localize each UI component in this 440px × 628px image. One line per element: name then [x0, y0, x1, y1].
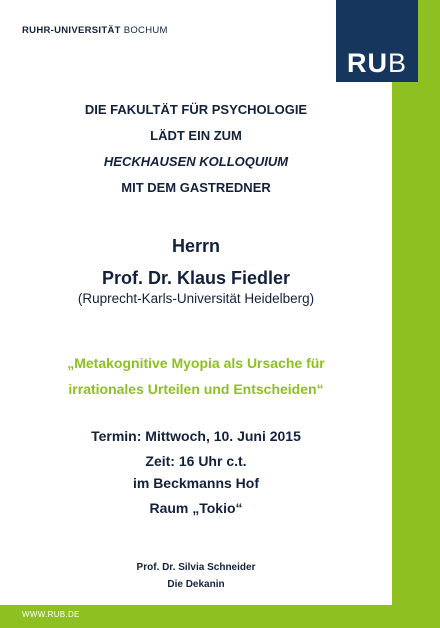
talk-title: [0, 350, 392, 402]
talk-title-line-1: „Metakognitive Myopia als Ursache für: [67, 355, 325, 371]
invitation-line-4: MIT DEM GASTREDNER: [121, 180, 271, 195]
invitation-line-2: LÄDT EIN ZUM: [150, 128, 242, 143]
invitation-line-1: DIE FAKULTÄT FÜR PSYCHOLOGIE: [84, 102, 308, 117]
signature-block: [0, 559, 392, 593]
event-time: Zeit: 16 Uhr c.t.: [145, 453, 247, 469]
university-name-bold: RUHR-UNIVERSITÄT: [22, 25, 121, 36]
event-room: Raum „Tokio“: [149, 500, 243, 516]
signature-name: Prof. Dr. Silvia Schneider: [136, 562, 256, 573]
rub-logo-bold: RU: [346, 48, 388, 78]
event-date: Termin: Mittwoch, 10. Juni 2015: [91, 428, 301, 444]
green-side-bar: [392, 0, 440, 628]
university-name: [22, 25, 168, 36]
rub-logo-regular: B: [387, 48, 407, 78]
speaker-name: Prof. Dr. Klaus Fiedler: [101, 268, 291, 288]
speaker-affiliation: (Ruprecht-Karls-Universität Heidelberg): [77, 291, 315, 306]
speaker-block: [0, 230, 392, 294]
event-details: [0, 425, 392, 519]
footer-url[interactable]: WWW.RUB.DE: [22, 610, 80, 619]
rub-logo-text: [336, 50, 418, 77]
event-location: im Beckmanns Hof: [132, 475, 260, 491]
university-name-city: BOCHUM: [123, 25, 168, 36]
talk-title-line-2: irrationales Urteilen und Entscheiden“: [68, 381, 324, 397]
speaker-salutation: Herrn: [171, 236, 220, 256]
invitation-line-3: HECKHAUSEN KOLLOQUIUM: [103, 154, 289, 169]
signature-role: Die Dekanin: [167, 579, 225, 590]
rub-logo: [336, 0, 418, 82]
invitation-heading: [0, 97, 392, 201]
